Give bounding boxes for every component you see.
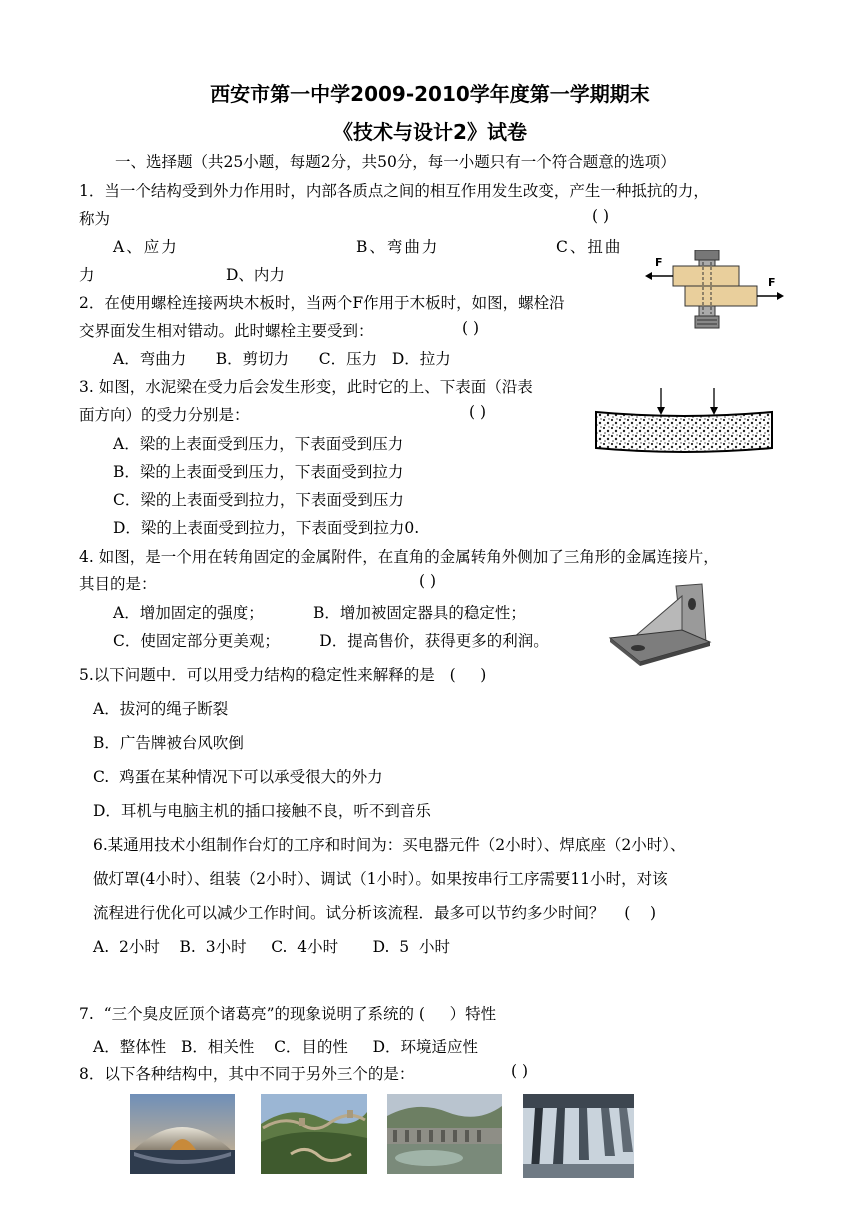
q5-option-c: C. 鸡蛋在某种情况下可以承受很大的外力 (93, 768, 383, 786)
q1-option-c-cont: 力 (79, 266, 95, 284)
q4-answer-bracket: ( ) (419, 572, 437, 590)
q3-option-c: C．梁的上表面受到拉力，下表面受到压力 (113, 491, 404, 509)
q6-options: A. 2小时 B. 3小时 C. 4小时 D. 5 小时 (93, 938, 451, 956)
concrete-beam-figure (594, 386, 774, 456)
q5-stem: 5.以下问题中．可以用受力结构的稳定性来解释的是 ( ) (79, 666, 487, 684)
q2-stem-line1: 2．在使用螺栓连接两块木板时，当两个F作用于木板时，如图，螺栓沿 (79, 294, 565, 312)
q1-answer-bracket: ( ) (592, 207, 610, 225)
q2-answer-bracket: ( ) (462, 319, 480, 337)
q5-option-a: A．拔河的绳子断裂 (93, 700, 229, 718)
q7-stem: 7. “三个臭皮匠顶个诸葛亮”的现象说明了系统的 ( ）特性 (79, 1005, 497, 1023)
photo-steel-columns (523, 1094, 634, 1178)
q2-options: A．弯曲力 B．剪切力 C．压力 D．拉力 (113, 350, 451, 368)
q4-stem-line1: 4. 如图，是一个用在转角固定的金属附件，在直角的金属转角外侧加了三角形的金属连接片， (79, 548, 719, 566)
q3-stem-line1: 3. 如图，水泥梁在受力后会发生形变，此时它的上、下表面（沿表 (79, 378, 533, 396)
q8-stem: 8．以下各种结构中，其中不同于另外三个的是： (79, 1065, 415, 1083)
force-label-left: F (655, 256, 663, 269)
q5-option-b: B．广告牌被台风吹倒 (93, 734, 244, 752)
q1-stem-line1: 1．当一个结构受到外力作用时，内部各质点之间的相互作用发生改变，产生一种抵抗的力， (79, 182, 709, 200)
photo-national-theater (130, 1094, 235, 1174)
q6-stem-line2: 做灯罩(4小时）、组装（2小时）、调试（1小时）。如果按串行工序需要11小时，对该 (93, 870, 668, 888)
q1-stem-line2: 称为 (79, 210, 111, 228)
q6-stem-line1: 6.某通用技术小组制作台灯的工序和时间为：买电器元件（2小时）、焊底座（2小时）、 (93, 836, 686, 854)
q3-stem-line2: 面方向）的受力分别是： (79, 406, 250, 424)
q3-option-b: B．梁的上表面受到压力，下表面受到拉力 (113, 463, 404, 481)
q4-stem-line2: 其目的是： (79, 575, 157, 593)
q6-stem-line3: 流程进行优化可以减少工作时间。试分析该流程．最多可以节约多少时间？ ( ) (93, 904, 657, 922)
q1-option-c: C、扭曲 (556, 238, 623, 256)
photo-dam (387, 1094, 502, 1174)
q2-stem-line2: 交界面发生相对错动。此时螺栓主要受到： (79, 322, 374, 340)
page-subtitle: 《技术与设计2》试卷 (333, 120, 527, 144)
q5-option-d: D．耳机与电脑主机的插口接触不良，听不到音乐 (93, 802, 431, 820)
q1-option-b: B、弯曲力 (356, 238, 440, 256)
q3-answer-bracket: ( ) (469, 403, 487, 421)
q1-option-d: D、内力 (226, 266, 285, 284)
q3-option-d: D．梁的上表面受到拉力，下表面受到拉力0. (113, 519, 420, 537)
q3-option-a: A．梁的上表面受到压力，下表面受到压力 (113, 435, 404, 453)
q7-options: A．整体性 B．相关性 C．目的性 D．环境适应性 (93, 1038, 478, 1056)
force-label-right: F (768, 276, 776, 289)
bolt-shear-figure (645, 250, 785, 332)
q1-option-a: A、应力 (113, 238, 179, 256)
section-heading: 一、选择题（共25小题，每题2分，共50分，每一小题只有一个符合题意的选项） (115, 153, 676, 171)
q8-answer-bracket: ( ) (511, 1062, 529, 1080)
page-title: 西安市第一中学2009-2010学年度第一学期期末 (210, 82, 650, 106)
q4-options-cd: C．使固定部分更美观； D．提高售价，获得更多的利润。 (113, 632, 549, 650)
q4-options-ab: A．增加固定的强度； B．增加被固定器具的稳定性； (113, 604, 526, 622)
metal-bracket-figure (606, 582, 716, 666)
photo-great-wall (261, 1094, 367, 1174)
